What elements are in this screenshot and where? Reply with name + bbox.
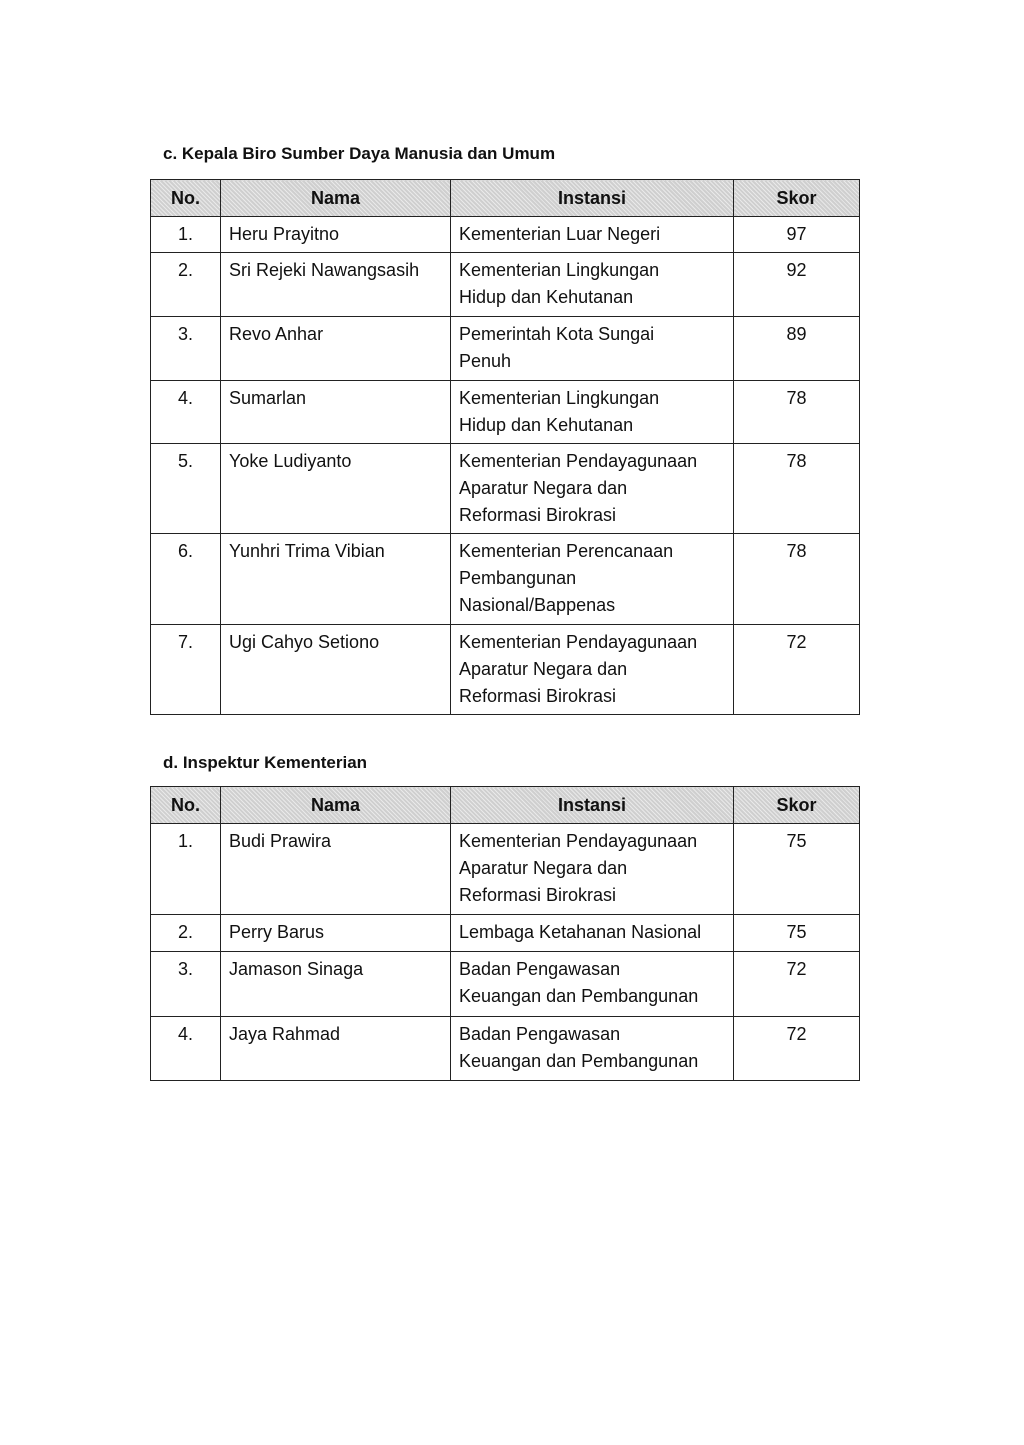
table-header-row — [151, 787, 860, 824]
cell-instansi — [451, 317, 734, 381]
instansi-line: Penuh — [459, 351, 512, 371]
table-row — [151, 317, 860, 381]
cell-skor: 75 — [734, 824, 860, 915]
instansi-line: Aparatur Negara dan — [459, 478, 628, 498]
instansi-line: Hidup dan Kehutanan — [459, 415, 634, 435]
instansi-line: Pemerintah Kota Sungai — [459, 324, 655, 344]
cell-instansi — [451, 625, 734, 715]
cell-nama: Heru Prayitno — [221, 217, 451, 253]
instansi-line: Hidup dan Kehutanan — [459, 287, 634, 307]
table-row — [151, 534, 860, 625]
table-row — [151, 952, 860, 1017]
header-nama: Nama — [221, 180, 451, 217]
cell-skor: 97 — [734, 217, 860, 253]
cell-nama: Jaya Rahmad — [221, 1017, 451, 1081]
cell-no: 3. — [151, 952, 221, 1017]
instansi-line: Reformasi Birokrasi — [459, 885, 617, 905]
cell-skor: 78 — [734, 444, 860, 534]
cell-instansi — [451, 253, 734, 317]
cell-no: 4. — [151, 1017, 221, 1081]
cell-skor: 72 — [734, 1017, 860, 1081]
instansi-line: Nasional/Bappenas — [459, 595, 616, 615]
cell-no: 3. — [151, 317, 221, 381]
cell-instansi — [451, 444, 734, 534]
section-title-d: d. Inspektur Kementerian — [163, 753, 368, 772]
cell-skor: 72 — [734, 952, 860, 1017]
cell-no: 6. — [151, 534, 221, 625]
cell-no: 7. — [151, 625, 221, 715]
instansi-line: Kementerian Pendayagunaan — [459, 632, 698, 652]
cell-nama: Sri Rejeki Nawangsasih — [221, 253, 451, 317]
table-row — [151, 253, 860, 317]
instansi-line: Badan Pengawasan — [459, 1024, 621, 1044]
instansi-line: Aparatur Negara dan — [459, 659, 628, 679]
cell-nama: Yoke Ludiyanto — [221, 444, 451, 534]
cell-instansi — [451, 952, 734, 1017]
cell-skor: 75 — [734, 915, 860, 952]
instansi-line: Kementerian Luar Negeri — [459, 224, 661, 244]
cell-instansi — [451, 915, 734, 952]
table-row — [151, 1017, 860, 1081]
cell-nama: Sumarlan — [221, 381, 451, 444]
instansi-line: Reformasi Birokrasi — [459, 505, 617, 525]
instansi-line: Kementerian Lingkungan — [459, 388, 660, 408]
section-title-c: c. Kepala Biro Sumber Daya Manusia dan Umum — [163, 144, 556, 163]
cell-instansi — [451, 824, 734, 915]
header-instansi: Instansi — [451, 787, 734, 824]
table-row — [151, 625, 860, 715]
instansi-line: Kementerian Pendayagunaan — [459, 451, 698, 471]
instansi-line: Keuangan dan Pembangunan — [459, 1051, 699, 1071]
header-skor: Skor — [734, 787, 860, 824]
header-no: No. — [151, 180, 221, 217]
cell-skor: 72 — [734, 625, 860, 715]
cell-nama: Revo Anhar — [221, 317, 451, 381]
cell-instansi — [451, 534, 734, 625]
cell-skor: 78 — [734, 381, 860, 444]
table-row — [151, 381, 860, 444]
cell-nama: Budi Prawira — [221, 824, 451, 915]
cell-instansi — [451, 217, 734, 253]
table-row — [151, 915, 860, 952]
header-skor: Skor — [734, 180, 860, 217]
score-table-d — [150, 786, 860, 1081]
instansi-line: Kementerian Pendayagunaan — [459, 831, 698, 851]
instansi-line: Kementerian Lingkungan — [459, 260, 660, 280]
cell-instansi — [451, 1017, 734, 1081]
cell-no: 5. — [151, 444, 221, 534]
cell-skor: 92 — [734, 253, 860, 317]
cell-no: 2. — [151, 253, 221, 317]
table-header-row — [151, 180, 860, 217]
instansi-line: Pembangunan — [459, 568, 577, 588]
header-instansi: Instansi — [451, 180, 734, 217]
cell-nama: Yunhri Trima Vibian — [221, 534, 451, 625]
instansi-line: Lembaga Ketahanan Nasional — [459, 922, 702, 942]
instansi-line: Aparatur Negara dan — [459, 858, 628, 878]
cell-no: 2. — [151, 915, 221, 952]
score-table-c — [150, 179, 860, 715]
cell-nama: Perry Barus — [221, 915, 451, 952]
instansi-line: Keuangan dan Pembangunan — [459, 986, 699, 1006]
cell-nama: Ugi Cahyo Setiono — [221, 625, 451, 715]
cell-no: 4. — [151, 381, 221, 444]
table-row — [151, 824, 860, 915]
cell-nama: Jamason Sinaga — [221, 952, 451, 1017]
cell-skor: 89 — [734, 317, 860, 381]
cell-no: 1. — [151, 824, 221, 915]
header-nama: Nama — [221, 787, 451, 824]
table-row — [151, 444, 860, 534]
header-no: No. — [151, 787, 221, 824]
cell-instansi — [451, 381, 734, 444]
instansi-line: Kementerian Perencanaan — [459, 541, 674, 561]
cell-skor: 78 — [734, 534, 860, 625]
instansi-line: Reformasi Birokrasi — [459, 686, 617, 706]
instansi-line: Badan Pengawasan — [459, 959, 621, 979]
table-row — [151, 217, 860, 253]
cell-no: 1. — [151, 217, 221, 253]
